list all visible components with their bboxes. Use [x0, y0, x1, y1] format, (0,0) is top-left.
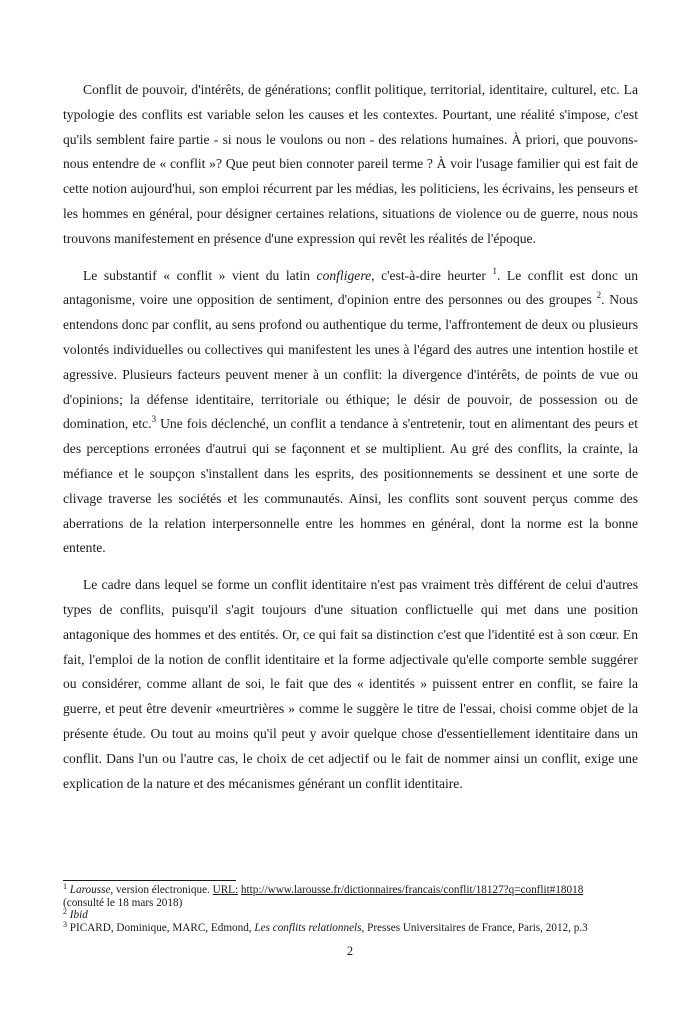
footnote-2-marker: 2 — [63, 907, 67, 917]
paragraph-1-text: Conflit de pouvoir, d'intérêts, de générations; conflit politique, territorial, identitaire, culturel, etc. La typologie des conflits est variable selon les causes et les contextes. Pourtant, une réalité s'impose, c'est qu'ils semblent faire partie - si nous le voulons ou non - des relations humaines. À priori, que pouvons-nous entendre de « conflit »? Que peut bien connoter pareil terme ? À voir l'usage familier qui est fait de cette notion aujourd'hui, son emploi récurrent par les médias, les politiciens, les écrivains, les penseurs et les hommes en général, pour désigner certaines relations, situations de violence ou de guerre, nous nous trouvons manifestement en présence d'une expression qui revêt les réalités de l'époque. — [63, 82, 638, 246]
latin-term: confligere — [316, 267, 372, 283]
paragraph-2-text-a: Le substantif « conflit » vient du latin — [83, 267, 317, 283]
footnote-3-authors: PICARD, Dominique, MARC, Edmond, — [69, 921, 255, 934]
page-number: 2 — [346, 944, 354, 958]
footnote-ref-1[interactable]: 1 — [492, 265, 497, 276]
footnote-1-text: , version électronique. — [110, 884, 213, 896]
footnote-1-source: Larousse — [69, 884, 111, 896]
paragraph-2-text-e: Une fois déclenché, un conflit a tendance à s'entretenir, tout en alimentant des peurs et des perceptions erronées d'autrui qui se façonnent et se multiplient. Au gré des conflits, la crainte, la méfiance et le soupçon s'installent dans les esprits, des positionnements se dessinent et une sorte de clivage traverse les sociétés et les communautés. Ainsi, les conflits sont souvent perçus comme des aberrations de la relation interpersonnelle entre les hommes en général, dont la norme est la bonne entente. — [63, 416, 638, 556]
paragraph-3-text: Le cadre dans lequel se forme un conflit identitaire n'est pas vraiment très différent de celui d'autres types de conflits, puisqu'il s'agit toujours d'une situation conflictuelle qui met dans une position antagonique des hommes et des entités. Or, ce qui fait sa distinction c'est que l'identité est à son cœur. En fait, l'emploi de la notion de conflit identitaire et la forme adjectivale qu'elle comporte semble suggérer ou considérer, comme allant de soi, le fait que des « identités » puissent entrer en conflit, se faire la guerre, et peut être devenir «meurtrières » comme le suggère le titre de l'essai, choisi comme objet de la présente étude. Ou tout au moins qu'il peut y avoir quelque chose d'essentiellement identitaire dans un conflit. Dans l'un ou l'autre cas, le choix de cet adjectif ou le fait de nommer ainsi un conflit, exige une explication de la nature et des mécanismes générant un conflit identitaire. — [63, 577, 638, 791]
footnote-3 — [63, 919, 643, 935]
footnote-ref-2[interactable]: 2 — [596, 290, 602, 301]
paragraph-1 — [63, 78, 638, 252]
document-body — [63, 78, 638, 796]
footnotes — [63, 880, 643, 934]
footnote-1 — [63, 884, 643, 897]
footnote-2 — [63, 909, 643, 922]
paragraph-2-text-b: , c'est-à-dire heurter — [371, 267, 493, 283]
footnote-separator — [63, 880, 236, 881]
footnote-1-url-link[interactable]: http://www.larousse.fr/dictionnaires/francais/conflit/18127?q=conflit#18018 — [240, 884, 584, 896]
footnote-1-consulted-text: (consulté le 18 mars 2018) — [63, 896, 183, 909]
paragraph-2-text-d: . Nous entendons donc par conflit, au sens profond ou authentique du terme, l'affrontement de deux ou plusieurs volontés individuelles ou collectives qui manifestent les unes à l'égard des autres une intention hostile et agressive. Plusieurs facteurs peuvent mener à un conflit: la divergence d'intérêts, de points de vue ou d'opinions; la défense identitaire, territoriale ou éthique; le désir de pouvoir, de possession ou de domination, etc. — [63, 292, 638, 432]
paragraph-3 — [63, 573, 638, 796]
footnote-2-text: Ibid — [69, 909, 88, 922]
footnote-3-marker: 3 — [63, 919, 67, 929]
footnote-1-url-label[interactable]: URL: — [212, 884, 239, 896]
footnote-1-consulted — [63, 897, 643, 910]
paragraph-2-text-c: . Le conflit est donc un antagonisme, voire une opposition de sentiment, d'opinion entre des personnes ou des groupes — [63, 267, 638, 308]
footnote-3-title: Les conflits relationnels — [254, 921, 362, 934]
footnote-1-marker: 1 — [63, 882, 67, 891]
paragraph-2 — [63, 264, 638, 562]
footnote-ref-3[interactable]: 3 — [151, 414, 157, 425]
footnote-3-publisher: , Presses Universitaires de France, Paris, 2012, p.3 — [361, 921, 588, 934]
